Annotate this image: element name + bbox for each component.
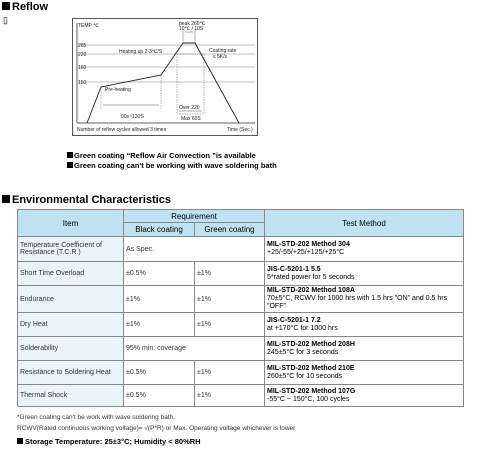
chart-caption: Number of reflow cycles allowed 3 times (77, 127, 167, 133)
row-requirement-cell: As Spec. (124, 237, 265, 262)
chart-x-label: Time (Sec.) (227, 127, 253, 133)
reflow-section-title (2, 1, 48, 13)
y-tick-265: 265 (78, 43, 87, 49)
table-row (18, 313, 464, 337)
storage-conditions (17, 437, 201, 446)
reflow-note-2 (67, 161, 277, 170)
row-item-cell: Short Time Overload (18, 262, 124, 286)
env-title-text: Environmental Characteristics (12, 194, 171, 206)
reflow-profile-chart (72, 18, 258, 136)
header-test-method: Test Method (265, 210, 464, 237)
test-method-standard: MIL-STD-202 Method 107G (267, 387, 356, 395)
row-item-cell: Solderability (18, 337, 124, 361)
test-method-condition: 260±5°C for 10 seconds (267, 372, 343, 380)
peak-label: peak 260℃ (179, 21, 206, 27)
reflow-profile-graphic (73, 19, 257, 135)
row-test-method-cell (265, 237, 464, 262)
table-row (18, 286, 464, 313)
max-time-label: Max 60S (181, 116, 201, 122)
bullet-square-icon (67, 152, 73, 158)
test-method-standard: MIL-STD-202 Method 304 (267, 241, 350, 248)
preheat-time-label: 90s~120S (121, 114, 144, 120)
test-method-standard: MIL-STD-202 Method 210E (267, 364, 355, 372)
y-tick-150: 150 (78, 80, 87, 86)
table-row (18, 262, 464, 286)
environmental-table (17, 209, 464, 407)
reflow-title-text: Reflow (12, 1, 49, 13)
preheat-label: Pre-heating (105, 87, 131, 93)
row-test-method-cell (265, 361, 464, 385)
table-row (18, 237, 464, 262)
test-method-condition: 5*rated power for 5 seconds (267, 273, 355, 281)
test-method-condition: 245±5°C for 3 seconds (267, 348, 339, 356)
row-test-method-cell (265, 313, 464, 337)
reflow-note-1 (67, 151, 256, 160)
test-method-condition: at +170°C for 1000 hrs (267, 324, 338, 332)
bullet-square-icon (2, 2, 10, 10)
row-black-coating-cell: ±1% (124, 313, 195, 337)
row-black-coating-cell: ±0.5% (124, 361, 195, 385)
header-green-coating: Green coating (195, 223, 265, 237)
placeholder-glyph-icon: ▯ (3, 15, 8, 25)
row-test-method-cell (265, 337, 464, 361)
peak-label-2: 10℃ / 10S (179, 26, 204, 32)
reflow-note-1-text: Green coating “Reflow Air Convection ”is available (74, 151, 256, 160)
test-method-condition: +25/-55/+25/+125/+25°C (267, 249, 345, 256)
row-black-coating-cell: ±0.5% (124, 385, 195, 407)
test-method-standard: JIS-C-5201-1 5.5 (267, 265, 321, 273)
row-green-coating-cell: ±1% (195, 361, 265, 385)
row-item-cell: Thermal Shock (18, 385, 124, 407)
heating-label: Heating up 2-3℃/S (119, 49, 163, 55)
row-green-coating-cell: ±1% (195, 385, 265, 407)
header-requirement: Requirement (124, 210, 265, 223)
chart-y-label: TEMP ℃ (78, 23, 99, 29)
test-method-standard: MIL-STD-202 Method 108A (267, 287, 355, 294)
table-row (18, 337, 464, 361)
bullet-square-icon (67, 162, 73, 168)
header-black-coating: Black coating (124, 223, 195, 237)
row-item-cell: Dry Heat (18, 313, 124, 337)
row-black-coating-cell: ±1% (124, 286, 195, 313)
test-method-condition: 70±5°C, RCWV for 1000 hrs with 1.5 hrs "ON" and 0.5 hrs "OFF" (267, 295, 448, 310)
row-test-method-cell (265, 262, 464, 286)
reflow-note-2-text: Green coating can't be working with wave soldering bath (74, 161, 277, 170)
over220-label: Over 220 (179, 105, 200, 111)
row-green-coating-cell: ±1% (195, 313, 265, 337)
row-requirement-cell: 95% min. coverage (124, 337, 265, 361)
test-method-standard: JIS-C-5201-1 7.2 (267, 316, 321, 324)
row-test-method-cell (265, 286, 464, 313)
test-method-condition: -55°C ~ 150°C, 100 cycles (267, 395, 350, 403)
cooling-label-1: Coating rate (209, 48, 237, 54)
storage-text: Storage Temperature: 25±3°C; Humidity < 80%RH (25, 437, 201, 446)
row-item-cell: Endurance (18, 286, 124, 313)
header-item: Item (18, 210, 124, 237)
row-item-cell: Resistance to Soldering Heat (18, 361, 124, 385)
cooling-label-2: ≤ 5K/s (213, 54, 228, 60)
footnote-green-coating: *Green coating can't be work with wave soldering bath. (17, 414, 176, 421)
table-row (18, 385, 464, 407)
row-test-method-cell (265, 385, 464, 407)
row-item-cell: Temperature Coefficient of Resistance (T.C.R.) (18, 237, 124, 262)
env-section-title (2, 194, 171, 206)
row-green-coating-cell: ±1% (195, 262, 265, 286)
test-method-standard: MIL-STD-202 Method 208H (267, 340, 355, 348)
y-tick-220: 220 (78, 52, 87, 58)
row-black-coating-cell: ±0.5% (124, 262, 195, 286)
row-green-coating-cell: ±1% (195, 286, 265, 313)
table-row (18, 361, 464, 385)
bullet-square-icon (2, 195, 10, 203)
bullet-square-icon (17, 438, 23, 444)
y-tick-160: 160 (78, 65, 87, 71)
footnote-rcwv: RCWV(Rated continuous working voltage)= √(P*R) or Max. Operating voltage whichever is lower (17, 425, 296, 432)
